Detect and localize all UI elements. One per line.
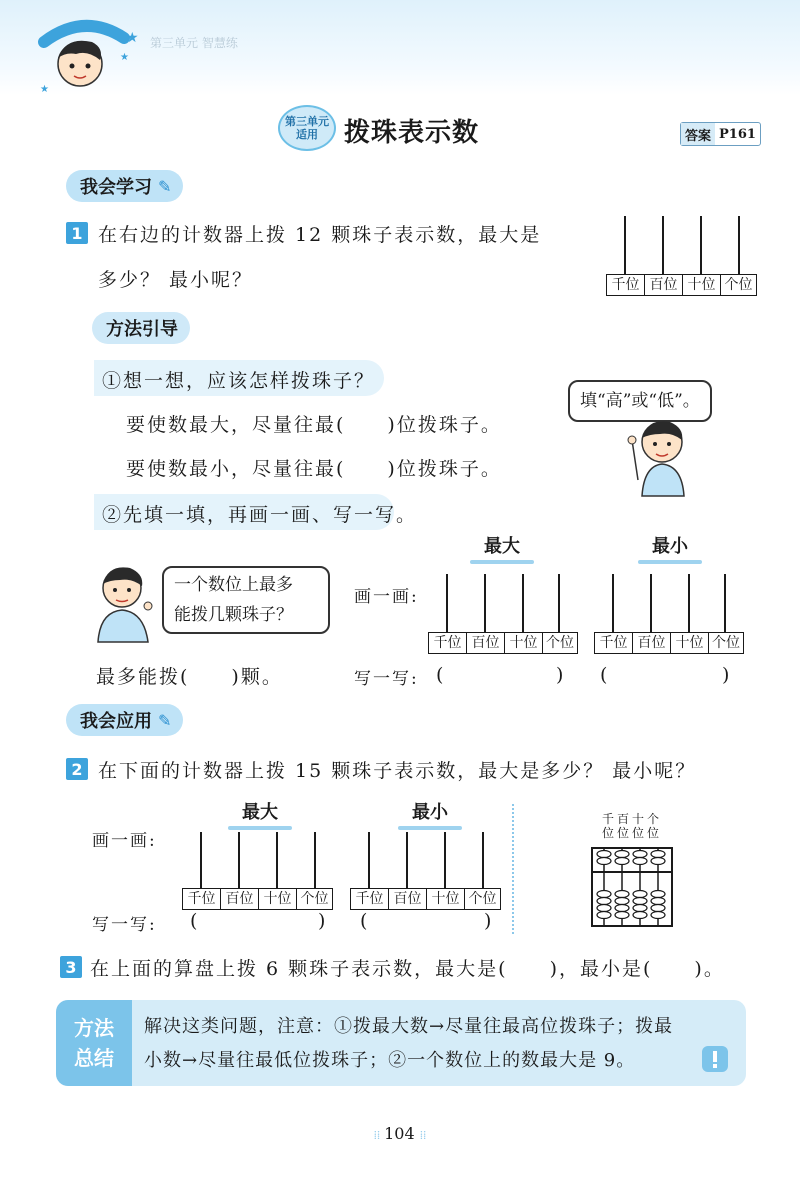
place-label: 个位 (546, 635, 574, 651)
section-apply-label: 我会应用 (80, 711, 152, 732)
pencil-icon: ✎ (158, 176, 172, 196)
answer-reference (680, 122, 761, 146)
step-2-text: ②先填一填，再画一画、写一写。 (102, 504, 418, 526)
summary-tag-line1: 方法 (74, 1016, 114, 1040)
place-label: 千位 (183, 889, 221, 909)
svg-text:★: ★ (126, 30, 139, 46)
place-label: 十位 (671, 633, 709, 653)
q2-counter-min-base (350, 888, 501, 910)
fill-blank-min: 要使数最小，尽量往最( )位拨珠子。 (126, 458, 502, 480)
place-label: 百位 (633, 633, 671, 653)
header-faint-text: 第三单元 智慧练 (150, 36, 238, 50)
fill-blank-max: 要使数最大，尽量往最( )位拨珠子。 (126, 414, 502, 436)
unit-tag-line1: 第三单元 (285, 115, 329, 128)
place-label: 十位 (427, 889, 465, 909)
place-label: 百位 (221, 889, 259, 909)
place-label: 百位 (645, 275, 683, 295)
mascot-badge-icon (36, 12, 139, 96)
q2-paren-open-min[interactable]: ( (360, 910, 370, 932)
question-1-number: 1 (66, 222, 88, 244)
place-label: 个位 (300, 891, 329, 907)
q2-max-label: 最大 (228, 798, 292, 830)
place-label: 个位 (712, 635, 740, 651)
speech-bubble-high-low: 填“高”或“低”。 (568, 380, 712, 422)
q2-draw-label: 画一画: (92, 831, 157, 851)
unit-tag (278, 105, 336, 151)
q2-counter-min[interactable] (350, 830, 502, 910)
place-label: 千位 (595, 633, 633, 653)
place-label: 个位 (468, 891, 497, 907)
page-number-value: 104 (384, 1124, 415, 1143)
svg-text:★: ★ (40, 84, 49, 95)
q2-write-label: 写一写: (92, 915, 157, 935)
speech-bubble-question (162, 566, 330, 634)
page-dots-left-icon: ⁞⁞ (373, 1128, 385, 1142)
place-label: 十位 (259, 889, 297, 909)
q1-counter (606, 214, 758, 296)
place-label: 百位 (467, 633, 505, 653)
page-number (0, 1124, 800, 1143)
write-paren-open-min[interactable]: ( (600, 664, 610, 686)
section-learn-label: 我会学习 (80, 177, 152, 198)
pencil-icon: ✎ (158, 710, 172, 730)
place-label: 个位 (724, 277, 753, 293)
write-paren-open-max[interactable]: ( (436, 664, 446, 686)
max-label: 最大 (470, 532, 534, 564)
summary-tag-line2: 总结 (74, 1046, 114, 1070)
page-dots-right-icon: ⁞⁞ (419, 1128, 427, 1142)
abacus-bottom-labels: 位位位位 (601, 826, 662, 840)
write-label: 写一写: (354, 669, 419, 689)
q2-counter-max-base (182, 888, 333, 910)
speech-line1: 一个数位上最多 (174, 575, 293, 595)
place-label: 千位 (351, 889, 389, 909)
mg-counter-min[interactable] (594, 572, 744, 654)
boy-thinking-icon (92, 560, 158, 642)
mg-counter-min-base (594, 632, 744, 654)
min-label: 最小 (638, 532, 702, 564)
draw-label: 画一画: (354, 587, 419, 607)
answer-label: 答案 (681, 123, 715, 145)
most-beads-blank: 最多能拨( )颗。 (96, 666, 283, 688)
place-label: 十位 (505, 633, 543, 653)
speech-line2: 能拨几颗珠子？ (174, 605, 293, 625)
q2-paren-close-max[interactable]: ) (318, 910, 328, 932)
svg-text:★: ★ (120, 52, 129, 63)
page-title: 拨珠表示数 (344, 118, 480, 148)
exclamation-icon (700, 1044, 730, 1074)
method-summary-text (144, 1010, 740, 1078)
abacus-labels (592, 812, 672, 840)
abacus-top-labels: 千百十个 (601, 812, 662, 826)
mg-counter-max-base (428, 632, 578, 654)
question-3-number: 3 (60, 956, 82, 978)
summary-line2: 小数→尽量往最低位拨珠子；②一个数位上的数最大是 9。 (144, 1050, 636, 1071)
q1-counter-base (606, 274, 757, 296)
method-summary-tag (56, 1000, 132, 1086)
q2-paren-close-min[interactable]: ) (484, 910, 494, 932)
section-learn-pill (66, 170, 183, 202)
abacus-icon[interactable] (590, 846, 674, 928)
q2-paren-open-max[interactable]: ( (190, 910, 200, 932)
write-paren-close-min[interactable]: ) (722, 664, 732, 686)
summary-line1: 解决这类问题，注意：①拨最大数→尽量往最高位拨珠子；拨最 (144, 1016, 674, 1037)
dotted-divider (512, 804, 514, 934)
place-label: 千位 (429, 633, 467, 653)
step-1-text: ①想一想，应该怎样拨珠子？ (102, 370, 376, 392)
q2-min-label: 最小 (398, 798, 462, 830)
question-3-text: 在上面的算盘上拨 6 颗珠子表示数，最大是( )，最小是( )。 (90, 958, 725, 980)
unit-tag-line2: 适用 (296, 128, 318, 141)
question-1-line1: 在右边的计数器上拨 12 颗珠子表示数，最大是 (98, 224, 542, 246)
mg-counter-max[interactable] (428, 572, 578, 654)
q2-counter-max[interactable] (182, 830, 334, 910)
answer-page: P161 (719, 126, 756, 142)
question-2-number: 2 (66, 758, 88, 780)
section-apply-pill (66, 704, 183, 736)
place-label: 百位 (389, 889, 427, 909)
question-1-line2: 多少？ 最小呢？ (98, 269, 254, 291)
place-label: 千位 (607, 275, 645, 295)
method-guide-label: 方法引导 (106, 319, 178, 340)
method-guide-pill (92, 312, 190, 344)
place-label: 十位 (683, 275, 721, 295)
question-2-text: 在下面的计数器上拨 15 颗珠子表示数，最大是多少？ 最小呢？ (98, 760, 697, 782)
boy-pointing-icon (618, 410, 698, 496)
write-paren-close-max[interactable]: ) (556, 664, 566, 686)
